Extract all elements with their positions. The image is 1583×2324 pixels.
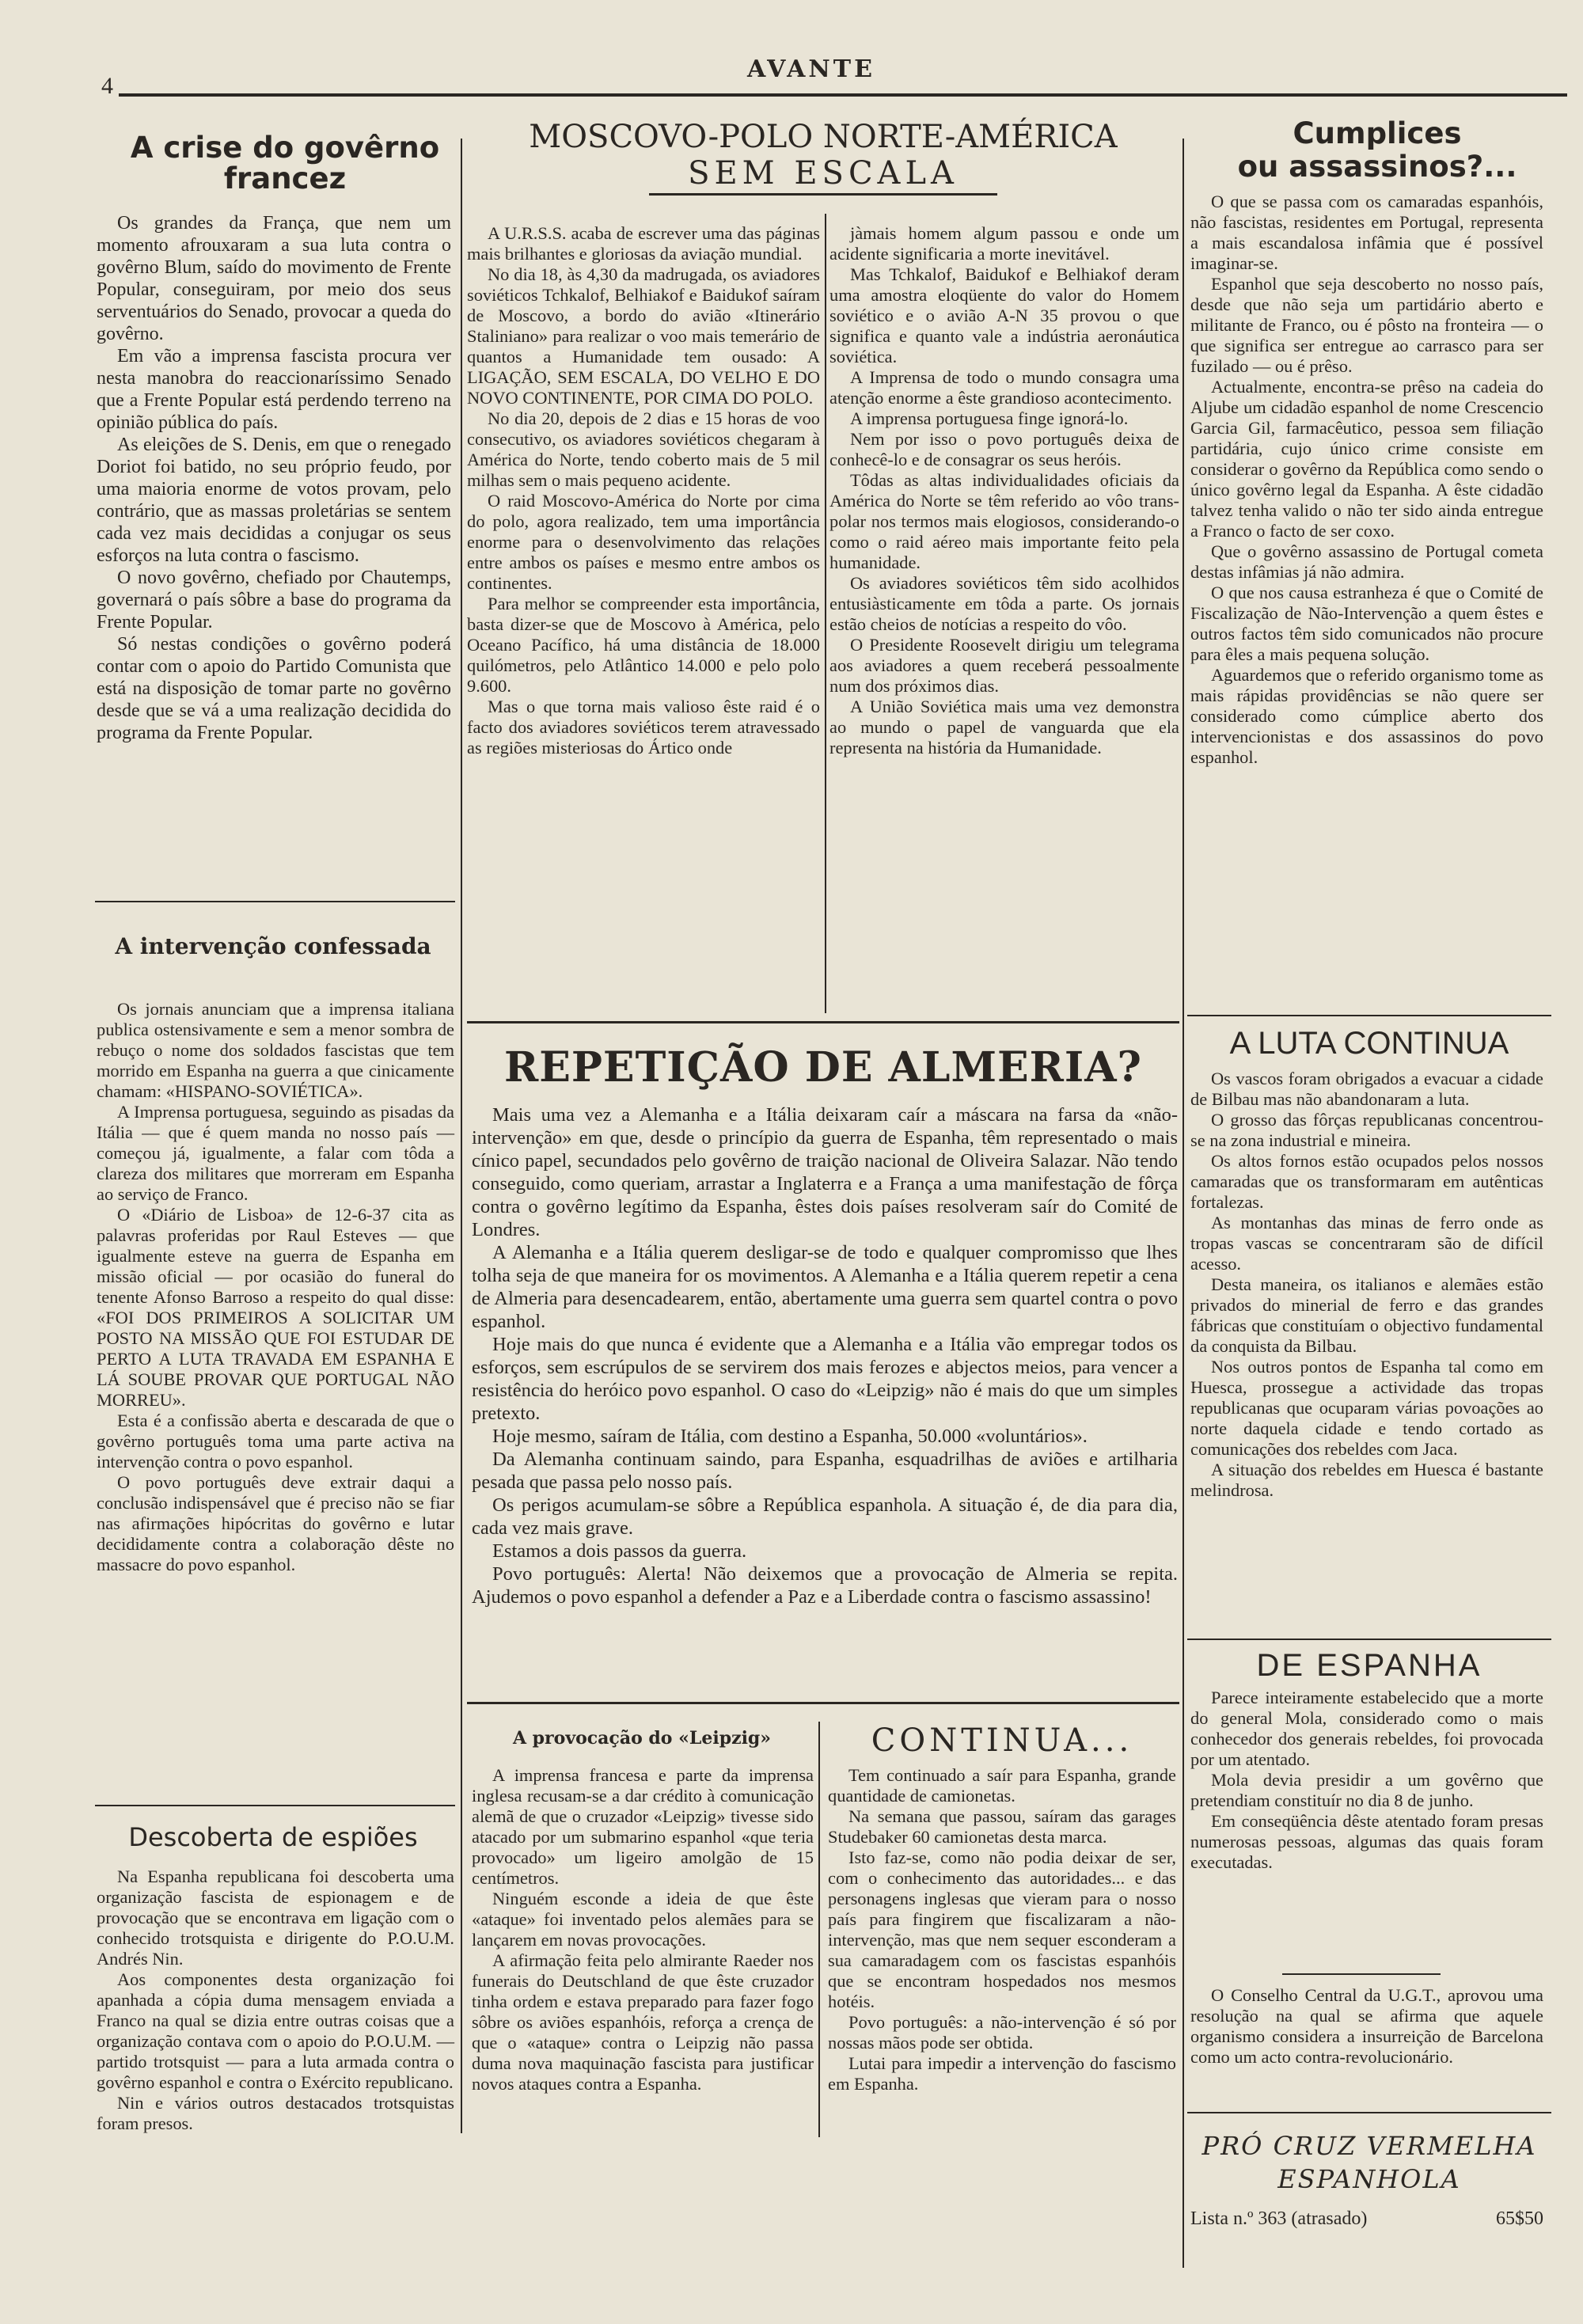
cruz-title: PRÓ CRUZ VERMELHA — [1201, 2131, 1537, 2161]
continua-body — [828, 1765, 1176, 2094]
luta-body — [1190, 1069, 1543, 1501]
paragraph: Lutai para impedir a intervenção do fascismo em Espanha. — [828, 2053, 1176, 2094]
column-rule — [461, 139, 462, 2133]
paragraph: Os grandes da França, que nem um momento afrouxaram a sua luta contra o govêrno Blum, saído do movimento de Frente Popular, conseguiram, por meio dos seus serventuários do Senado, provocar a queda do govêrno. — [97, 213, 451, 344]
paragraph: Aguardemos que o referido organismo tome as mais rápidas providências se não quere ser considerado como cúmplice aberto dos intervencionistas e dos assassinos do povo espanhol. — [1190, 665, 1543, 767]
paragraph: Em conseqüência dêste atentado foram presas numerosas pessoas, algumas das quais foram executadas. — [1190, 1811, 1543, 1872]
cumplices-body — [1190, 192, 1543, 768]
crise-headline: A crise do govêrno francez — [130, 131, 440, 196]
almeria-body — [472, 1103, 1178, 1608]
espanha-headline: DE ESPANHA — [1256, 1648, 1482, 1683]
paragraph: Mola devia presidir a um govêrno que pretendiam constituír no dia 8 de junho. — [1190, 1770, 1543, 1810]
paragraph: A afirmação feita pelo almirante Raeder nos funerais do Deutschland de que êste cruzador tinha ordem e estava preparado para fazer fogo sôbre os aviões espanhóis, reforça a crença de que o «ataque» contra o Leipzig não passa duma nova maquinação fascista para justificar novos ataques contra a Espanha. — [472, 1950, 814, 2094]
paragraph: A imprensa portuguesa finge ignorá-lo. — [850, 408, 1129, 428]
paragraph: No dia 18, às 4,30 da madrugada, os aviadores soviéticos Tchkalof, Belhiakof e Baidukof saíram de Moscovo, a bordo do avião «Itinerário Staliniano» para realizar o voo mais temerário de quantos a Humanidade tem ousado: A LIGAÇÃO, SEM ESCALA, DO VELHO E DO NOVO CONTINENTE, POR CIMA DO POLO. — [467, 264, 820, 408]
masthead-title: AVANTE — [747, 55, 875, 83]
moscovo-headline: MOSCOVO-POLO NORTE-AMÉRICA — [529, 119, 1118, 155]
cumplices-headline-2: ou assassinos?... — [1237, 150, 1517, 184]
paragraph: Para melhor se compreender esta importância, basta dizer-se que de Moscovo à América, pelo Oceano Pacífico, há uma distância de 18.000 quilómetros, pelo Atlântico 14.000 e pelo polo 9.600. — [467, 594, 820, 696]
section-divider — [467, 1702, 1179, 1704]
paragraph: Hoje mais do que nunca é evidente que a Alemanha e a Itália vão empregar todos os esforços, sem escrúpulos de se servirem dos mais ferozes e abjectos meios, para vencer a resistência do heróico povo espanhol. O caso do «Leipzig» não é mais do que um simples pretexto. — [472, 1334, 1178, 1424]
paragraph: Na Espanha republicana foi descoberta uma organização fascista de espionagem e de provocação que se encontrava em ligação com o conhecido trotsquista e dirigente do P.O.U.M. Andrés Nin. — [97, 1866, 454, 1969]
moscovo-body-left — [467, 223, 820, 758]
paragraph: A Imprensa de todo o mundo consagra uma atenção enorme a êste grandioso acontecimento. — [829, 367, 1179, 408]
section-divider — [1187, 1639, 1551, 1640]
paragraph: Espanhol que seja descoberto no nosso país, desde que não seja um partidário aberto e militante de Franco, ou é pôsto na fronteira — o que significa ser entregue ao carrasco para ser fuzilado — ou é prêso. — [1190, 274, 1543, 376]
paragraph: Mas Tchkalof, Baidukof e Belhiakof deram uma amostra eloqüente do valor do Homem soviético e o avião A-N 35 provou o que significa e quanto vale a indústria aeronáutica soviética. — [829, 264, 1179, 366]
leipzig-headline: A provocação do «Leipzig» — [512, 1728, 772, 1749]
paragraph: As eleições de S. Denis, em que o renegado Doriot foi batido, no seu próprio feudo, por uma maioria enorme de votos provam, pelo contrário, que as massas proletárias se sentem cada vez mais decididas a conjugar os seus esforços na luta contra o fascismo. — [97, 435, 451, 566]
paragraph: Da Alemanha continuam saindo, para Espanha, esquadrilhas de aviões e artilharia pesada que passa pelo nosso país. — [472, 1449, 1178, 1493]
paragraph: O novo govêrno, chefiado por Chautemps, governará o país sôbre a base do programa da Frente Popular. — [97, 568, 451, 632]
paragraph: O raid Moscovo-América do Norte por cima do polo, agora realizado, tem uma importância enorme para o desenvolvimento das relações entre ambos os países e mesmo entre ambos os continentes. — [467, 491, 820, 593]
paragraph: Desta maneira, os italianos e alemães estão privados do minerial de ferro e das grandes fábricas que constituíam o objectivo fundamental da conquista da Bilbau. — [1190, 1274, 1543, 1356]
paragraph: O Conselho Central da U.G.T., aprovou uma resolução na qual se afirma que aquele organismo considera a insurreição de Barcelona como um acto contra-revolucionário. — [1190, 1985, 1543, 2067]
paragraph: A União Soviética mais uma vez demonstra ao mundo o papel de vanguarda que ela representa na história da Humanidade. — [829, 697, 1179, 758]
paragraph: Que o govêrno assassino de Portugal cometa destas infâmias já não admira. — [1190, 541, 1543, 582]
paragraph: Os vascos foram obrigados a evacuar a cidade de Bilbau mas não abandonaram a luta. — [1190, 1069, 1543, 1109]
paragraph: Os aviadores soviéticos têm sido acolhidos entusiàsticamente em tôda a parte. Os jornais estão cheios de notícias a respeito do vôo. — [829, 573, 1179, 634]
espanha-body — [1190, 1688, 1543, 1873]
paragraph: No dia 20, depois de 2 dias e 15 horas de voo consecutivo, os aviadores soviéticos chegaram à América do Norte, tendo coberto mais de 5 mil milhas sem o mais pequeno acidente. — [467, 408, 820, 490]
paragraph: Tôdas as altas individualidades oficiais da América do Norte se têm referido ao vôo trans-polar nos termos mais elogiosos, considerando-o como o raid aéreo mais importante feito pela humanidade. — [829, 470, 1179, 572]
paragraph: Povo português: a não-intervenção é só por nossas mãos pode ser obtida. — [828, 2012, 1176, 2052]
paragraph: O Presidente Roosevelt dirigiu um telegrama aos aviadores a quem receberá pessoalmente num dos próximos dias. — [829, 635, 1179, 696]
crise-body — [97, 212, 451, 744]
paragraph: Os perigos acumulam-se sôbre a República espanhola. A situação é, de dia para dia, cada vez mais grave. — [472, 1494, 1178, 1539]
paragraph: A Alemanha e a Itália querem desligar-se de todo e qualquer compromisso que lhes tolha seja de que maneira for os movimentos. A Alemanha e a Itália querem repetir a cena de Almeria para desencadearem, então, abertamente uma guerra sem quartel contra o povo espanhol. — [472, 1242, 1178, 1332]
paragraph: Isto faz-se, como não podia deixar de ser, com o conhecimento das autoridades... e das personagens inglesas que vieram para o nosso país para fingirem que fiscalizaram a não-intervenção, mas que nem sequer esconderam a sua camaradagem com os fascistas espanhóis que se encontram hospedados nos mesmos hotéis. — [828, 1847, 1176, 2011]
espioes-body — [97, 1866, 454, 2134]
masthead-rule — [119, 93, 1567, 97]
section-divider — [95, 1805, 455, 1806]
paragraph: Estamos a dois passos da guerra. — [492, 1540, 747, 1562]
cruz-list-label: Lista n.º 363 (atrasado) — [1190, 2208, 1368, 2229]
paragraph: Povo português: Alerta! Não deixemos que a provocação de Almeria se repita. Ajudemos o povo espanhol a defender a Paz e a Liberdade contra o fascismo assassino! — [472, 1563, 1178, 1608]
paragraph: Nem por isso o povo português deixa de conhecê-lo e de consagrar os seus heróis. — [829, 429, 1179, 469]
continua-headline: CONTINUA... — [871, 1722, 1133, 1759]
paragraph: Na semana que passou, saíram das garages Studebaker 60 camionetas desta marca. — [828, 1806, 1176, 1847]
paragraph: Nos outros pontos de Espanha tal como em Huesca, prossegue a actividade das tropas republicanas que ocuparam várias povoações ao norte daquela cidade e tendo cortado as comunicações dos rebeldes com Jaca. — [1190, 1357, 1543, 1459]
paragraph: Tem continuado a saír para Espanha, grande quantidade de camionetas. — [828, 1765, 1176, 1806]
cruz-subtitle: ESPANHOLA — [1277, 2164, 1461, 2194]
column-rule — [1183, 139, 1184, 2268]
column-rule — [825, 214, 826, 1013]
moscovo-body-right — [829, 223, 1179, 758]
paragraph: A situação dos rebeldes em Huesca é bastante melindrosa. — [1190, 1460, 1543, 1500]
paragraph: Em vão a imprensa fascista procura ver nesta manobra do reaccionaríssimo Senado que a Frente Popular está perdendo terreno na opinião pública do país. — [97, 346, 451, 433]
ugt-note — [1190, 1985, 1543, 2068]
leipzig-body — [472, 1765, 814, 2094]
section-divider — [95, 901, 455, 902]
paragraph: Mais uma vez a Alemanha e a Itália deixaram caír a máscara na farsa da «não-intervenção» em que, desde o princípio da guerra de Espanha, têm representado o mais cínico papel, secundados pelo govêrno de traição nacional de Oliveira Salazar. Não tendo conseguido, como queriam, arrastar a Inglaterra e a França a uma manifestação de fôrça contra o govêrno legítimo da Espanha, êstes dois países resolveram saír do Comité de Londres. — [472, 1104, 1178, 1240]
paragraph: Só nestas condições o govêrno poderá contar com o apoio do Partido Comunista que está na disposição de tomar parte no govêrno desde que se vá a uma realização decidida do programa da Frente Popular. — [97, 634, 451, 743]
luta-headline: A LUTA CONTINUA — [1229, 1026, 1509, 1061]
paragraph: Nin e vários outros destacados trotsquistas foram presos. — [97, 2093, 454, 2133]
paragraph: A Imprensa portuguesa, seguindo as pisadas da Itália — que é quem manda no nosso país — começou já, igualmente, a falar com tôda a clareza dos militares que morreram em Espanha ao serviço de Franco. — [97, 1102, 454, 1204]
paragraph: O que se passa com os camaradas espanhóis, não fascistas, residentes em Portugal, representa a mais escandalosa infâmia que é possível imaginar-se. — [1190, 192, 1543, 273]
almeria-headline: REPETIÇÃO DE ALMERIA? — [503, 1043, 1143, 1092]
paragraph: Os jornais anunciam que a imprensa italiana publica ostensivamente e sem a menor sombra de rebuço o nome dos soldados fascistas que tem morrido em Espanha na guerra a que cinicamente chamam: «HISPANO-SOVIÉTICA». — [97, 999, 454, 1101]
paragraph: Ninguém esconde a ideia de que êste «ataque» foi inventado pelos alemães para se lançarem em novas provocações. — [472, 1889, 814, 1950]
paragraph: Hoje mesmo, saíram de Itália, com destino a Espanha, 50.000 «voluntários». — [492, 1426, 1088, 1447]
cruz-amount: 65$50 — [1496, 2208, 1543, 2229]
section-divider — [1187, 2112, 1551, 2113]
paragraph: A imprensa francesa e parte da imprensa inglesa recusam-se a dar crédito à comunicação alemã de que o cruzador «Leipzig» tivesse sido atacado por um submarino espanhol «que teria provocado» um ligeiro amolgão de 15 centímetros. — [472, 1765, 814, 1888]
paragraph: Parece inteiramente estabelecido que a morte do general Mola, considerado como o mais conhecedor dos generais rebeldes, foi provocada por um atentado. — [1190, 1688, 1543, 1769]
column-rule — [818, 1722, 820, 2137]
paragraph: O grosso das fôrças republicanas concentrou-se na zona industrial e mineira. — [1190, 1110, 1543, 1150]
section-divider — [1187, 1015, 1551, 1016]
paragraph: Esta é a confissão aberta e descarada de que o govêrno português toma uma parte activa na intervenção contra o povo espanhol. — [97, 1411, 454, 1471]
paragraph: Aos componentes desta organização foi apanhada a cópia duma mensagem enviada a Franco na qual se dizia entre outras coisas que a organização contava com o apoio do P.O.U.M. — partido trotsquist — para a luta armada contra o govêrno espanhol e contra o Exército republicano. — [97, 1969, 454, 2092]
paragraph: O «Diário de Lisboa» de 12-6-37 cita as palavras proferidas por Raul Esteves — que igualmente esteve na guerra de Espanha em missão oficial — por ocasião do funeral do tenente Afonso Barroso a respeito do qual disse: «FOI DOS PRIMEIROS A SOLICITAR UM POSTO NA MISSÃO QUE FOI ESTUDAR DE PERTO A LUTA TRAVADA EM ESPANHA E LÁ SOUBE PROVAR QUE PORTUGAL NÃO MORREU». — [97, 1205, 454, 1410]
paragraph: O que nos causa estranheza é que o Comité de Fiscalização de Não-Intervenção a quem êstes e outros factos têm sido comunicados não procure para êles a mais pequena solução. — [1190, 583, 1543, 664]
paragraph: O povo português deve extrair daqui a conclusão indispensável que é preciso não se fiar nas afirmações hipócritas do govêrno e lutar decididamente contra a colaboração dêste no massacre do povo espanhol. — [97, 1472, 454, 1574]
paragraph: Os altos fornos estão ocupados pelos nossos camaradas que os transformaram em autênticas fortalezas. — [1190, 1151, 1543, 1212]
intervencao-headline: A intervenção confessada — [115, 933, 431, 959]
intervencao-body — [97, 999, 454, 1575]
paragraph: Mas o que torna mais valioso êste raid é o facto dos aviadores soviéticos terem atravessado as regiões misteriosas do Ártico onde — [467, 697, 820, 758]
moscovo-subhead: SEM ESCALA — [649, 155, 997, 196]
page-number: 4 — [101, 73, 113, 99]
paragraph: A U.R.S.S. acaba de escrever uma das páginas mais brilhantes e gloriosas da aviação mundial. — [467, 223, 820, 264]
paragraph: Actualmente, encontra-se prêso na cadeia do Aljube um cidadão espanhol de nome Crescencio Garcia Gil, farmacêutico, pessoa sem filiação partidária, cujo único crime consiste em considerar o govêrno da República como sendo o único govêrno legal da Espanha. A êste cidadão talvez tenha valido o não ter sido ainda entregue a Franco o facto de ser coxo. — [1190, 377, 1543, 541]
paragraph: jàmais homem algum passou e onde um acidente significaria a morte inevitável. — [829, 223, 1179, 264]
espioes-headline: Descoberta de espiões — [128, 1822, 418, 1852]
cumplices-headline: Cumplices — [1293, 116, 1462, 150]
section-divider — [1282, 1973, 1441, 1975]
paragraph: As montanhas das minas de ferro onde as tropas vascas se concentraram são de difícil acesso. — [1190, 1213, 1543, 1274]
section-divider — [467, 1021, 1179, 1023]
